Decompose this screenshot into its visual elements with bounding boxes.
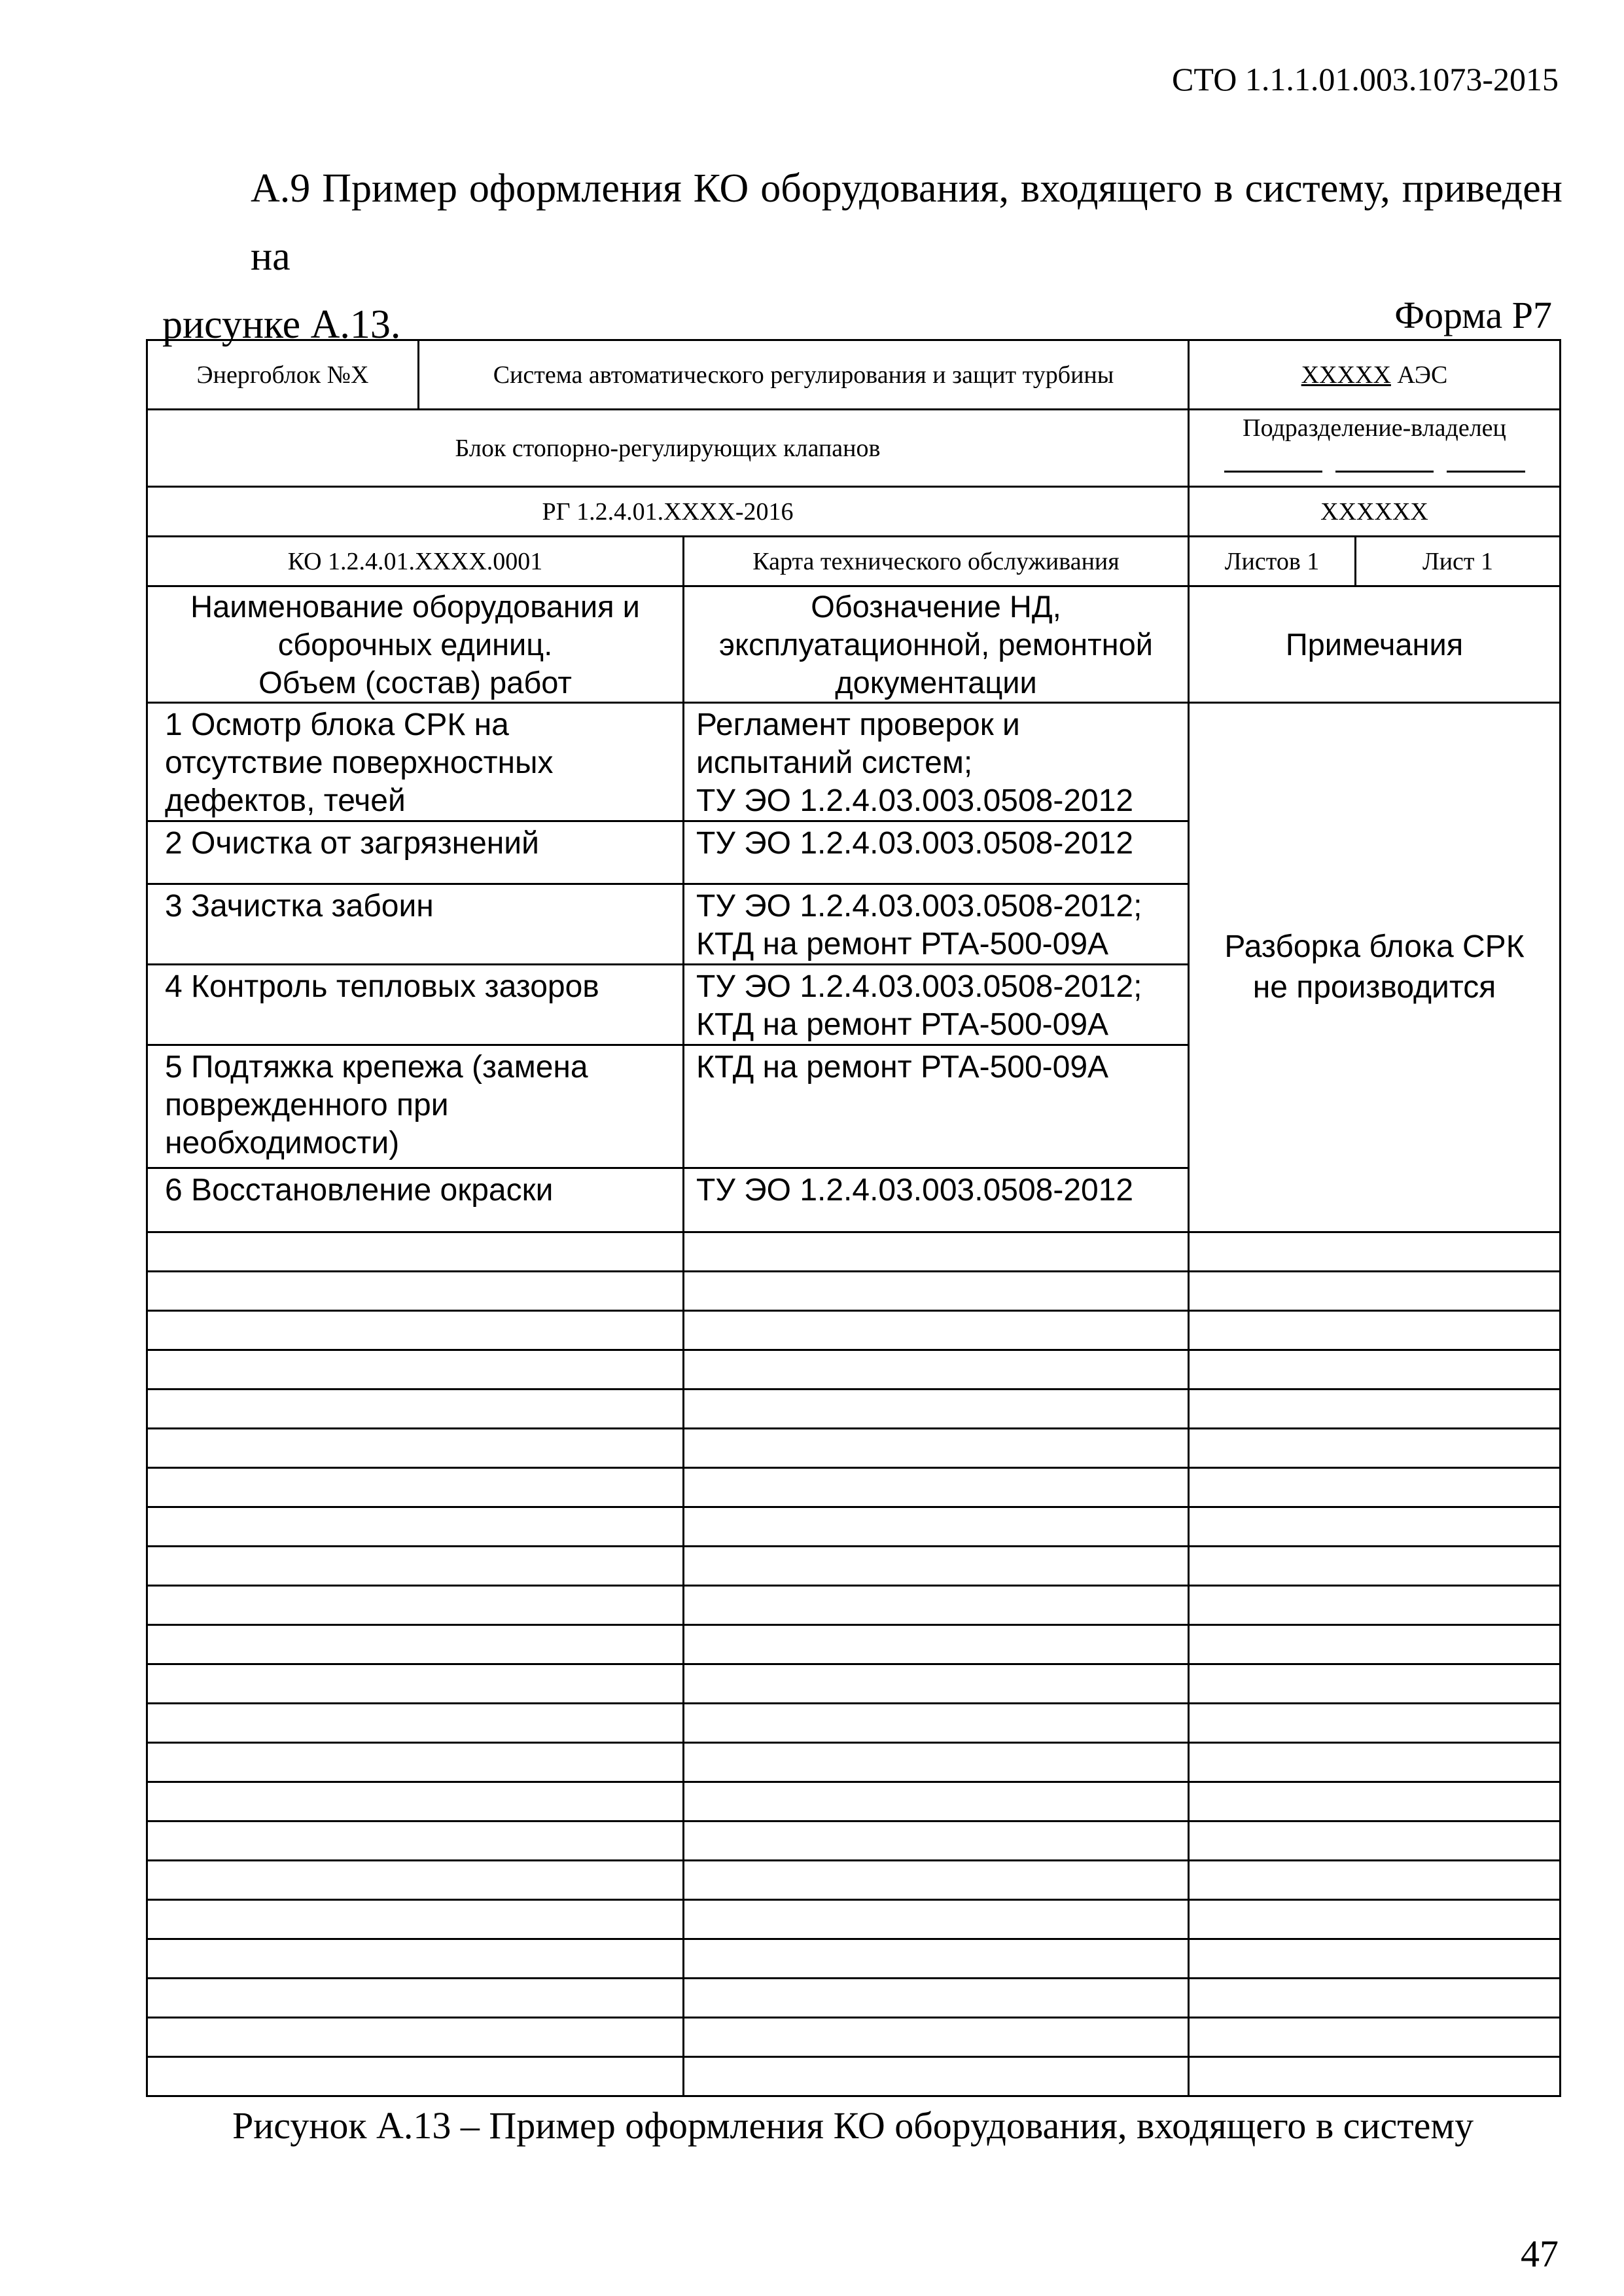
- remark-line: не производится: [1252, 970, 1496, 1005]
- empty-cell: [1189, 2018, 1561, 2057]
- empty-table-row: [147, 1311, 1561, 1350]
- work-cell: [147, 965, 684, 1045]
- card-cell: Карта технического обслуживания: [684, 537, 1189, 586]
- empty-cell: [684, 1547, 1189, 1586]
- doc-line: ТУ ЭО 1.2.4.03.003.0508-2012;: [696, 969, 1142, 1004]
- empty-table-row: [147, 1704, 1561, 1743]
- system-cell: Система автоматического регулирования и защит турбины: [419, 340, 1189, 410]
- doc-line: КТД на ремонт РТА-500-09А: [696, 1050, 1109, 1085]
- empty-cell: [1189, 1232, 1561, 1272]
- work-line: отсутствие поверхностных: [165, 745, 554, 780]
- empty-cell: [1189, 1586, 1561, 1625]
- work-line: 2 Очистка от загрязнений: [165, 826, 539, 861]
- work-line: поврежденного при: [165, 1088, 449, 1122]
- empty-cell: [147, 2018, 684, 2057]
- doc-cell: [684, 965, 1189, 1045]
- form-header-row-1: [147, 340, 1561, 410]
- rg-cell: РГ 1.2.4.01.ХХХХ-2016: [147, 487, 1189, 537]
- doc-line: ТУ ЭО 1.2.4.03.003.0508-2012: [696, 783, 1134, 818]
- col-header-doc-line: Обозначение НД,: [811, 588, 1061, 624]
- doc-line: испытаний систем;: [696, 745, 973, 780]
- col-header-doc: [684, 586, 1189, 703]
- doc-cell: [684, 821, 1189, 884]
- empty-cell: [684, 1821, 1189, 1861]
- empty-cell: [147, 1979, 684, 2018]
- empty-cell: [147, 1468, 684, 1507]
- empty-cell: [1189, 1390, 1561, 1429]
- empty-cell: [1189, 1900, 1561, 1939]
- empty-cell: [147, 1704, 684, 1743]
- empty-cell: [684, 1350, 1189, 1390]
- col-header-name-line: Объем (состав) работ: [258, 664, 572, 700]
- intro-line-2: рисунке А.13.: [162, 302, 401, 347]
- work-line: 4 Контроль тепловых зазоров: [165, 969, 599, 1004]
- remark-line: Разборка блока СРК: [1224, 929, 1525, 964]
- column-header-row: [147, 586, 1561, 703]
- remarks-cell: [1189, 703, 1561, 1232]
- intro-line-1: А.9 Пример оформления КО оборудования, входящего в систему, приведен на: [251, 166, 1562, 279]
- empty-cell: [147, 1939, 684, 1979]
- empty-cell: [684, 1625, 1189, 1664]
- col-header-name-line: Наименование оборудования и: [190, 588, 640, 624]
- doc-cell: [684, 1168, 1189, 1232]
- empty-cell: [684, 2018, 1189, 2057]
- empty-table-row: [147, 1468, 1561, 1507]
- empty-cell: [1189, 1350, 1561, 1390]
- form-header-row-3: [147, 487, 1561, 537]
- empty-cell: [1189, 1821, 1561, 1861]
- empty-cell: [684, 1664, 1189, 1704]
- owner-label: Подразделение-владелец: [1243, 414, 1506, 442]
- work-line: необходимости): [165, 1126, 400, 1160]
- plant-name: ХХХХХ: [1301, 361, 1391, 389]
- empty-cell: [147, 1782, 684, 1821]
- empty-cell: [684, 1232, 1189, 1272]
- empty-cell: [1189, 1429, 1561, 1468]
- intro-paragraph: [162, 154, 1562, 359]
- code-cell: ХХХХХХ: [1189, 487, 1561, 537]
- doc-cell: [684, 1045, 1189, 1168]
- empty-cell: [684, 1900, 1189, 1939]
- empty-table-row: [147, 1507, 1561, 1547]
- page-number: 47: [1521, 2233, 1559, 2275]
- figure-caption: Рисунок А.13 – Пример оформления КО оборудования, входящего в систему: [232, 2104, 1474, 2147]
- empty-table-row: [147, 1664, 1561, 1704]
- empty-cell: [684, 1586, 1189, 1625]
- doc-line: ТУ ЭО 1.2.4.03.003.0508-2012: [696, 1173, 1134, 1208]
- empty-cell: [684, 1743, 1189, 1782]
- form-label: Форма Р7: [1394, 294, 1552, 336]
- empty-cell: [684, 1979, 1189, 2018]
- empty-cell: [684, 1429, 1189, 1468]
- work-line: 1 Осмотр блока СРК на: [165, 708, 509, 742]
- empty-cell: [1189, 1625, 1561, 1664]
- empty-cell: [684, 2057, 1189, 2096]
- empty-cell: [1189, 1939, 1561, 1979]
- empty-cell: [1189, 1507, 1561, 1547]
- empty-cell: [147, 1350, 684, 1390]
- empty-cell: [684, 1507, 1189, 1547]
- col-header-name: [147, 586, 684, 703]
- owner-cell: [1189, 410, 1561, 487]
- empty-table-row: [147, 1625, 1561, 1664]
- empty-table-row: [147, 1272, 1561, 1311]
- empty-cell: [1189, 1664, 1561, 1704]
- work-cell: [147, 884, 684, 965]
- empty-cell: [1189, 1468, 1561, 1507]
- empty-table-row: [147, 1782, 1561, 1821]
- ko-cell: КО 1.2.4.01.ХХХХ.0001: [147, 537, 684, 586]
- empty-cell: [147, 1861, 684, 1900]
- empty-rows: [147, 1232, 1561, 2096]
- empty-cell: [147, 1272, 684, 1311]
- empty-table-row: [147, 1232, 1561, 1272]
- col-header-doc-line: документации: [835, 664, 1037, 700]
- empty-table-row: [147, 1350, 1561, 1390]
- doc-line: Регламент проверок и: [696, 708, 1020, 742]
- empty-cell: [684, 1939, 1189, 1979]
- doc-cell: [684, 884, 1189, 965]
- empty-cell: [147, 1311, 684, 1350]
- empty-cell: [147, 1507, 684, 1547]
- empty-table-row: [147, 1900, 1561, 1939]
- unit-cell: Энергоблок №Х: [147, 340, 419, 410]
- empty-table-row: [147, 1743, 1561, 1782]
- empty-cell: [147, 1743, 684, 1782]
- empty-table-row: [147, 1547, 1561, 1586]
- plant-suffix: АЭС: [1390, 361, 1448, 389]
- form-header-row-2: [147, 410, 1561, 487]
- empty-table-row: [147, 1939, 1561, 1979]
- empty-cell: [147, 1429, 684, 1468]
- table-row: [147, 703, 1561, 821]
- work-line: 6 Восстановление окраски: [165, 1173, 554, 1208]
- empty-table-row: [147, 1861, 1561, 1900]
- empty-cell: [1189, 1861, 1561, 1900]
- empty-cell: [147, 1586, 684, 1625]
- empty-cell: [684, 1311, 1189, 1350]
- empty-cell: [1189, 1704, 1561, 1743]
- empty-table-row: [147, 1979, 1561, 2018]
- empty-table-row: [147, 1390, 1561, 1429]
- owner-signature-lines: [1190, 454, 1559, 483]
- sheet-cell: Лист 1: [1356, 537, 1561, 586]
- sheets-cell: Листов 1: [1189, 537, 1356, 586]
- doc-cell: [684, 703, 1189, 821]
- plant-cell: [1189, 340, 1561, 410]
- empty-cell: [147, 1900, 684, 1939]
- empty-cell: [1189, 1979, 1561, 2018]
- block-cell: Блок стопорно-регулирующих клапанов: [147, 410, 1189, 487]
- document-code: СТО 1.1.1.01.003.1073-2015: [1172, 61, 1559, 98]
- work-line: дефектов, течей: [165, 783, 406, 818]
- empty-cell: [684, 1468, 1189, 1507]
- empty-table-row: [147, 1821, 1561, 1861]
- form-header-row-4: [147, 537, 1561, 586]
- empty-cell: [147, 1821, 684, 1861]
- empty-cell: [147, 2057, 684, 2096]
- empty-cell: [147, 1664, 684, 1704]
- empty-cell: [1189, 1311, 1561, 1350]
- empty-cell: [1189, 1743, 1561, 1782]
- col-header-name-line: сборочных единиц.: [277, 626, 553, 662]
- empty-cell: [147, 1232, 684, 1272]
- empty-cell: [1189, 2057, 1561, 2096]
- work-line: 5 Подтяжка крепежа (замена: [165, 1050, 588, 1085]
- empty-cell: [1189, 1547, 1561, 1586]
- empty-cell: [147, 1547, 684, 1586]
- empty-cell: [684, 1782, 1189, 1821]
- work-line: 3 Зачистка забоин: [165, 889, 434, 924]
- empty-cell: [684, 1861, 1189, 1900]
- empty-cell: [684, 1272, 1189, 1311]
- empty-cell: [147, 1625, 684, 1664]
- empty-table-row: [147, 2018, 1561, 2057]
- empty-cell: [684, 1704, 1189, 1743]
- empty-cell: [147, 1390, 684, 1429]
- work-cell: [147, 1168, 684, 1232]
- empty-table-row: [147, 1429, 1561, 1468]
- empty-cell: [684, 1390, 1189, 1429]
- col-header-doc-line: эксплуатационной, ремонтной: [719, 626, 1153, 662]
- maintenance-card-form: [146, 339, 1561, 2097]
- doc-line: КТД на ремонт РТА-500-09А: [696, 927, 1109, 961]
- empty-table-row: [147, 1586, 1561, 1625]
- col-header-notes: Примечания: [1189, 586, 1561, 703]
- doc-line: ТУ ЭО 1.2.4.03.003.0508-2012;: [696, 889, 1142, 924]
- work-cell: [147, 821, 684, 884]
- doc-line: ТУ ЭО 1.2.4.03.003.0508-2012: [696, 826, 1134, 861]
- empty-cell: [1189, 1782, 1561, 1821]
- empty-cell: [1189, 1272, 1561, 1311]
- doc-line: КТД на ремонт РТА-500-09А: [696, 1007, 1109, 1042]
- work-cell: [147, 703, 684, 821]
- empty-table-row: [147, 2057, 1561, 2096]
- work-cell: [147, 1045, 684, 1168]
